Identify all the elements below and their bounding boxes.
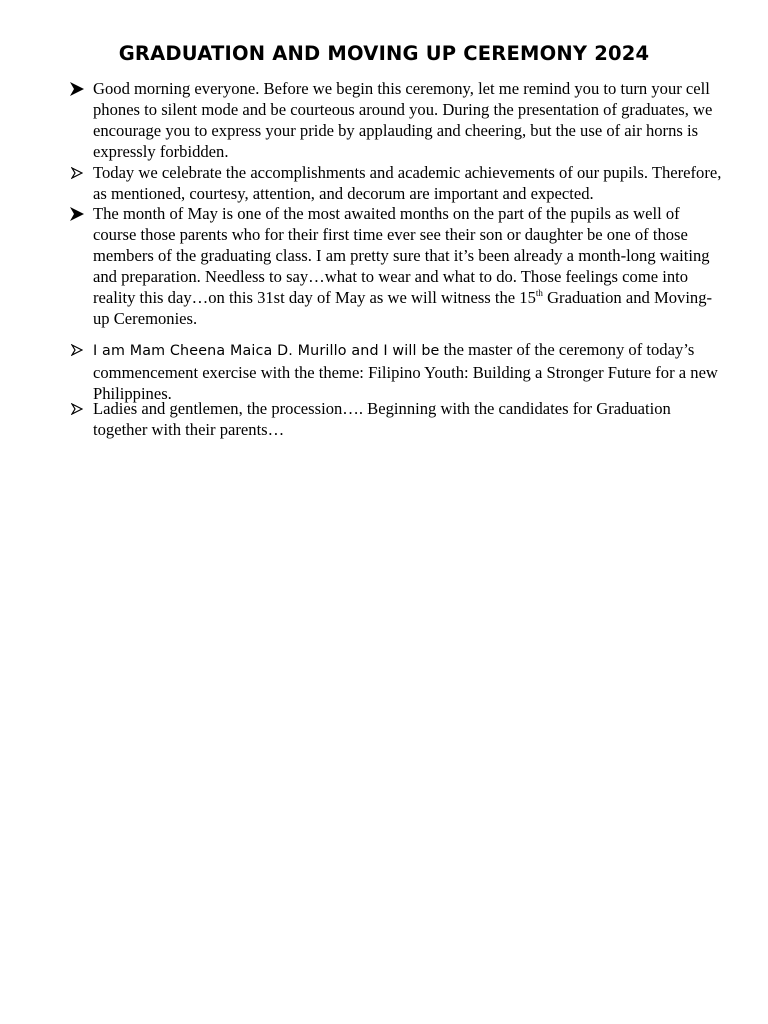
list-item	[93, 339, 725, 404]
list-item	[93, 398, 725, 440]
arrowhead-bullet-icon	[69, 78, 85, 99]
list-item-text-sans: I am Mam Cheena Maica D. Murillo and I will be	[93, 343, 440, 359]
arrowhead-bullet-icon	[69, 398, 85, 419]
list-item-text: Good morning everyone. Before we begin this ceremony, let me remind you to turn your cell phones to silent mode and be courteous around you. During the presentation of graduates, we encourage you to express your pride by applauding and cheering, but the use of air horns is expressly forbidden.	[93, 79, 713, 161]
arrowhead-bullet-icon	[69, 162, 85, 183]
document-title	[0, 41, 768, 67]
list-item-text: Today we celebrate the accomplishments and academic achievements of our pupils. Therefore, as mentioned, courtesy, attention, and decorum are important and expected.	[93, 163, 722, 203]
list-item-text-main: The month of May is one of the most awaited months on the part of the pupils as well of course those parents who for their first time ever see their son or daughter be one of those members of the graduating class. I am pretty sure that it’s been already a month-long waiting and preparation. Needless to say…what to wear and what to do. Those feelings come into reality this day…on this 31st day of May as we will witness the 15	[93, 204, 710, 307]
list-item	[93, 162, 725, 204]
list-item-text: Ladies and gentlemen, the procession…. Beginning with the candidates for Graduation together with their parents…	[93, 399, 671, 439]
arrowhead-bullet-icon	[69, 203, 85, 224]
document-title-text: GRADUATION AND MOVING UP CEREMONY 2024	[118, 42, 650, 65]
list-item-text-serif: the master of the ceremony of today’s commencement exercise with the theme: Filipino Youth: Building a Stronger Future for a new Philippines.	[93, 340, 718, 403]
arrowhead-bullet-icon	[69, 339, 85, 360]
list-item-text	[93, 339, 725, 404]
list-item-text	[93, 203, 725, 329]
list-item-text-end: Graduation and Moving-up Ceremonies.	[93, 288, 713, 328]
list-item	[93, 203, 725, 329]
list-item	[93, 78, 725, 162]
ordinal-superscript: th	[535, 288, 543, 298]
